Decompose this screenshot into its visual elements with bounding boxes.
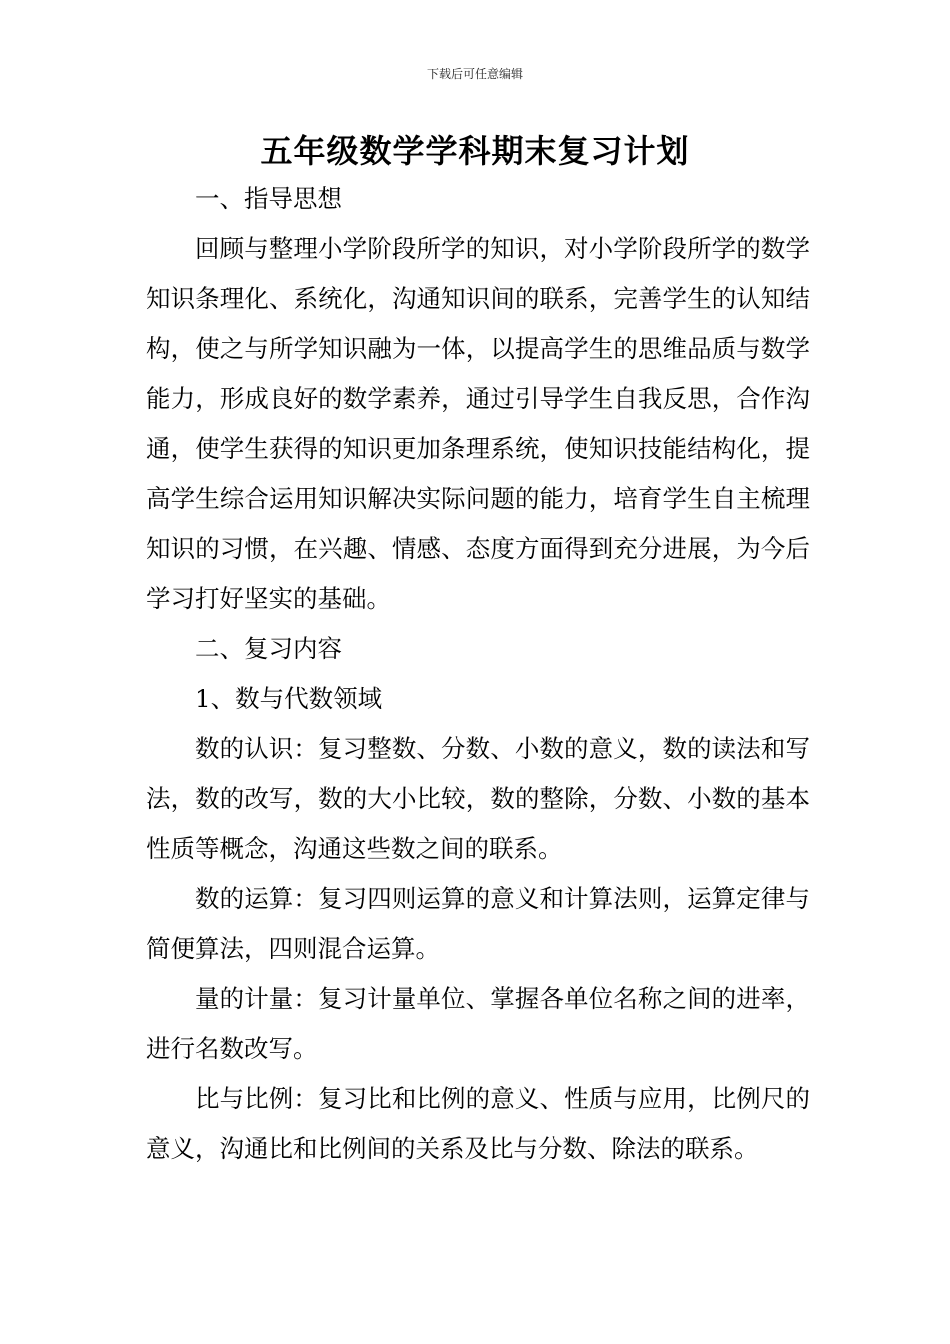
section-heading-guiding-thought: 一、指导思想	[195, 184, 342, 213]
section-heading-review-content: 二、复习内容	[195, 634, 342, 663]
subsection-heading-number-algebra: 1、数与代数领域	[195, 684, 383, 713]
paragraph-measurement: 量的计量：复习计量单位、掌握各单位名称之间的进率，进行名数改写。	[146, 984, 810, 1063]
paragraph-ratio-proportion: 比与比例：复习比和比例的意义、性质与应用，比例尺的意义，沟通比和比例间的关系及比与分数、除法的联系。	[146, 1084, 810, 1163]
header-note: 下载后可任意编辑	[426, 67, 523, 81]
page-title: 五年级数学学科期末复习计划	[260, 132, 690, 170]
paragraph-guiding-thought: 回顾与整理小学阶段所学的知识，对小学阶段所学的数学知识条理化、系统化，沟通知识间的联系，完善学生的认知结构，使之与所学知识融为一体，以提高学生的思维品质与数学能力，形成良好的数学素养，通过引导学生自我反思，合作沟通，使学生获得的知识更加条理系统，使知识技能结构化，提高学生综合运用知识解决实际问题的能力，培育学生自主梳理知识的习惯，在兴趣、情感、态度方面得到充分进展，为今后学习打好坚实的基础。	[146, 234, 810, 613]
document-body	[146, 174, 810, 1174]
paragraph-number-recognition: 数的认识：复习整数、分数、小数的意义，数的读法和写法，数的改写，数的大小比较，数的整除，分数、小数的基本性质等概念，沟通这些数之间的联系。	[146, 734, 810, 863]
paragraph-number-operations: 数的运算：复习四则运算的意义和计算法则，运算定律与简便算法，四则混合运算。	[146, 884, 810, 963]
